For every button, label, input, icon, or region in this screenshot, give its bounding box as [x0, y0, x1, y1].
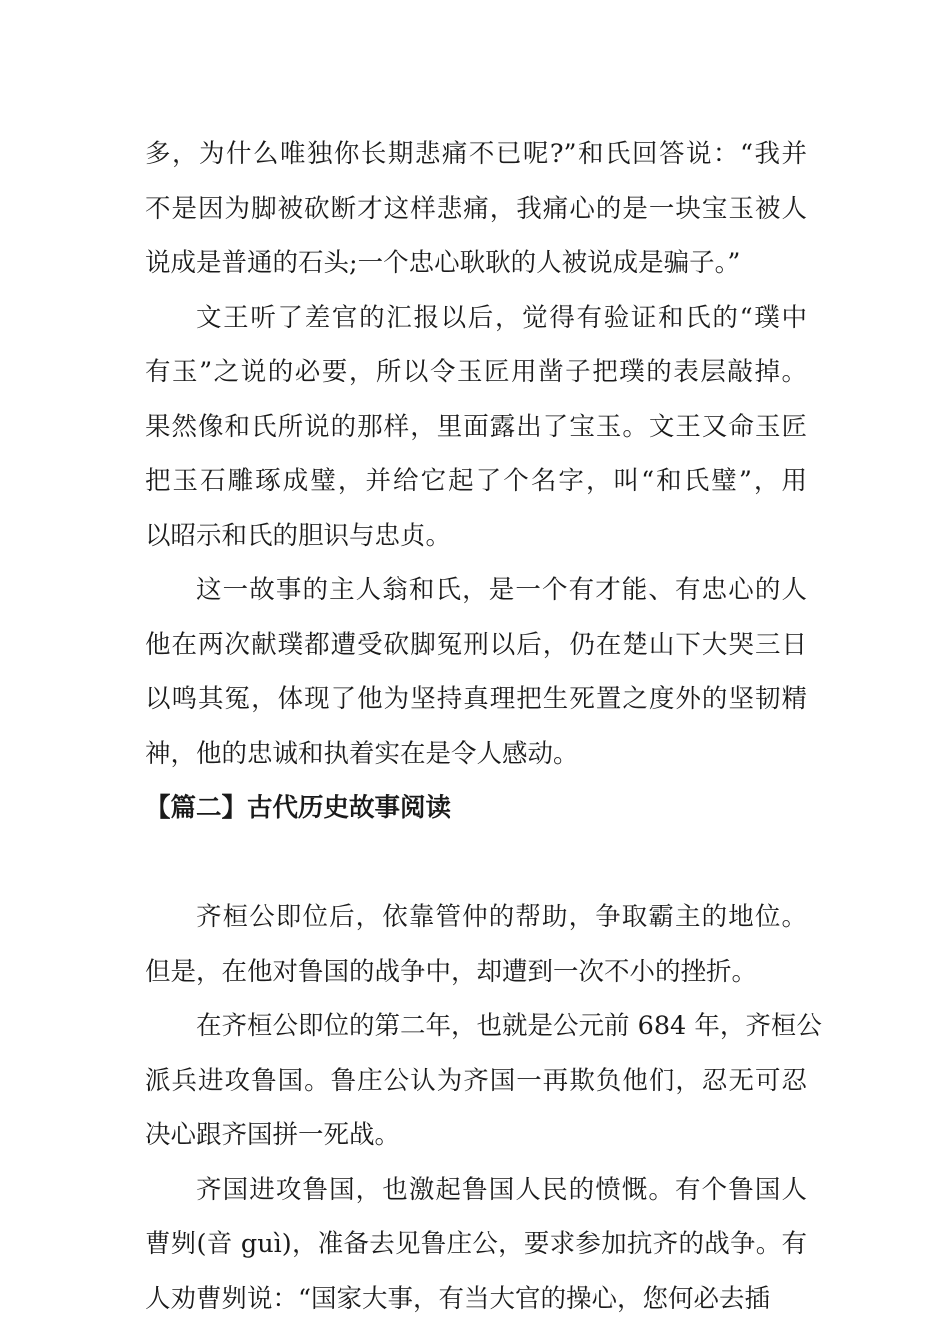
- text-line: 多，为什么唯独你长期悲痛不已呢?”和氏回答说：“我并: [145, 139, 807, 169]
- text-line: 在齐桓公即位的第二年，也就是公元前 684 年，齐桓公: [196, 1011, 822, 1041]
- text-line: 以昭示和氏的胆识与忠贞。: [145, 520, 452, 551]
- text-line: 但是，在他对鲁国的战争中，却遭到一次不小的挫折。: [145, 956, 758, 987]
- paragraph: [145, 999, 822, 1163]
- document-page: [145, 127, 822, 1326]
- paragraph: [145, 1163, 807, 1327]
- text-line: 齐桓公即位后，依靠管仲的帮助，争取霸主的地位。: [196, 902, 807, 932]
- text-line: 派兵进攻鲁国。鲁庄公认为齐国一再欺负他们，忍无可忍: [145, 1065, 807, 1096]
- text-line: 人劝曹刿说：“国家大事，有当大官的操心，您何必去插: [145, 1283, 771, 1314]
- text-line: 以鸣其冤，体现了他为坚持真理把生死置之度外的坚韧精: [145, 684, 807, 714]
- paragraph: [145, 563, 807, 781]
- section-heading: 【篇二】古代历史故事阅读: [145, 793, 452, 823]
- text-line: 文王听了差官的汇报以后，觉得有验证和氏的“璞中: [196, 302, 807, 333]
- text-line: 把玉石雕琢成璧，并给它起了个名字，叫“和氏璧”，用: [145, 466, 807, 496]
- text-line: 曹刿(音 guì)，准备去见鲁庄公，要求参加抗齐的战争。有: [145, 1229, 807, 1259]
- paragraph: [145, 291, 807, 564]
- text-line: 不是因为脚被砍断才这样悲痛，我痛心的是一块宝玉被人: [145, 193, 807, 224]
- text-line: 这一故事的主人翁和氏，是一个有才能、有忠心的人: [196, 575, 807, 605]
- paragraph: [145, 127, 807, 291]
- text-line: 神，他的忠诚和执着实在是令人感动。: [145, 738, 579, 769]
- text-line: 决心跟齐国拼一死战。: [145, 1120, 401, 1150]
- text-line: 齐国进攻鲁国，也激起鲁国人民的愤慨。有个鲁国人: [196, 1174, 807, 1205]
- section-1-body: [145, 127, 807, 781]
- text-line: 他在两次献璞都遭受砍脚冤刑以后，仍在楚山下大哭三日: [145, 629, 807, 660]
- paragraph: [145, 890, 807, 999]
- text-line: 有玉”之说的必要，所以令玉匠用凿子把璞的表层敲掉。: [145, 357, 807, 387]
- blank-line: [145, 836, 807, 891]
- text-line: 说成是普通的石头;一个忠心耿耿的人被说成是骗子。”: [145, 248, 741, 278]
- text-line: 果然像和氏所说的那样，里面露出了宝玉。文王又命玉匠: [145, 411, 807, 442]
- section-2-body: [145, 890, 822, 1326]
